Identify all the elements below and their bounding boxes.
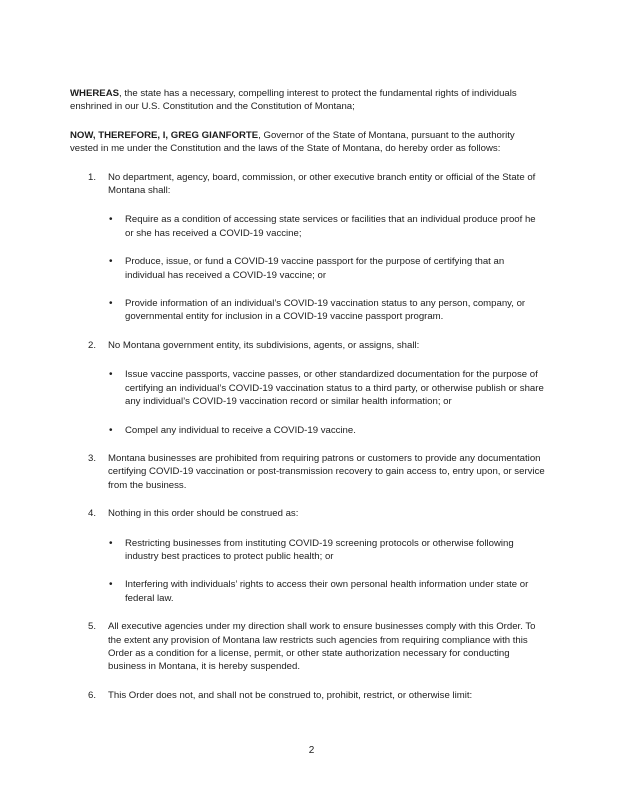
item-number: 4. [88,508,97,520]
item-number: 6. [88,689,97,701]
whereas-paragraph [70,87,545,114]
whereas-text: , the state has a necessary, compelling interest to protect the fundamental rights of individuals enshrined in our U.S. Constitution and the Constitution of Montana; [70,88,517,113]
bullet-item [108,578,545,605]
bullet-icon: • [109,424,113,436]
order-item-4 [70,507,545,605]
sub-list [108,368,545,437]
bullet-text: Compel any individual to receive a COVID-19 vaccine. [125,424,356,436]
bullet-icon: • [109,579,113,591]
item-number: 5. [88,621,97,633]
item-text: Nothing in this order should be construed as: [108,508,299,520]
sub-list [108,537,545,606]
item-text: No department, agency, board, commission, or other executive branch entity or official of the State of Montana shall: [108,171,536,197]
bullet-item [108,537,545,564]
bullet-icon: • [109,298,113,310]
order-lead: NOW, THEREFORE, I, GREG GIANFORTE [70,129,259,141]
order-item-6 [70,689,545,702]
whereas-lead: WHEREAS [70,88,120,99]
bullet-text: Provide information of an individual’s COVID-19 vaccination status to any person, company, or governmental entity for inclusion in a COVID-19 vaccine passport program. [125,298,526,323]
item-text: Montana businesses are prohibited from requiring patrons or customers to provide any documentation certifying COVID-19 vaccination or post-transmission recovery to gain access to, entry upon, or service from the business. [108,452,545,491]
bullet-icon: • [109,369,113,381]
item-text: This Order does not, and shall not be construed to, prohibit, restrict, or otherwise limit: [108,689,473,701]
order-item-3 [70,452,545,492]
bullet-text: Produce, issue, or fund a COVID-19 vaccine passport for the purpose of certifying that an individual has received a COVID-19 vaccine; or [125,256,505,281]
bullet-item [108,297,545,324]
bullet-item [108,424,545,437]
bullet-item [108,368,545,408]
bullet-text: Restricting businesses from instituting COVID-19 screening protocols or otherwise following industry best practices to protect public health; or [125,537,514,562]
item-text: No Montana government entity, its subdivisions, agents, or assigns, shall: [108,339,420,351]
order-item-1 [70,171,545,324]
page-number: 2 [308,745,315,756]
item-number: 3. [88,452,97,464]
item-number: 2. [88,339,97,351]
order-list [70,171,545,703]
item-number: 1. [88,171,97,183]
sub-list [108,213,545,323]
order-paragraph [70,129,545,156]
order-item-2 [70,339,545,437]
bullet-item [108,255,545,282]
order-text: , Governor of the State of Montana, pursuant to the authority vested in me under the Constitution and the laws of the State of Montana, do hereby order as follows: [70,129,515,155]
bullet-icon: • [109,537,113,549]
bullet-text: Issue vaccine passports, vaccine passes, or other standardized documentation for the purpose of certifying an individual’s COVID-19 vaccination status to a third party, or otherwise publish or share any individual’s COVID-19 vaccination record or similar health information; or [125,369,544,408]
bullet-text: Interfering with individuals’ rights to access their own personal health information under state or federal law. [125,579,529,604]
item-text: All executive agencies under my direction shall work to ensure businesses comply with this Order. To the extent any provision of Montana law restricts such agencies from requiring compliance with this Order as a condition for a license, permit, or other state authorization necessary for conducting business in Montana, it is hereby suspended. [108,621,536,673]
bullet-icon: • [109,214,113,226]
bullet-item [108,213,545,240]
order-item-5 [70,620,545,674]
bullet-text: Require as a condition of accessing state services or facilities that an individual produce proof he or she has received a COVID-19 vaccine; [125,214,536,239]
bullet-icon: • [109,256,113,268]
